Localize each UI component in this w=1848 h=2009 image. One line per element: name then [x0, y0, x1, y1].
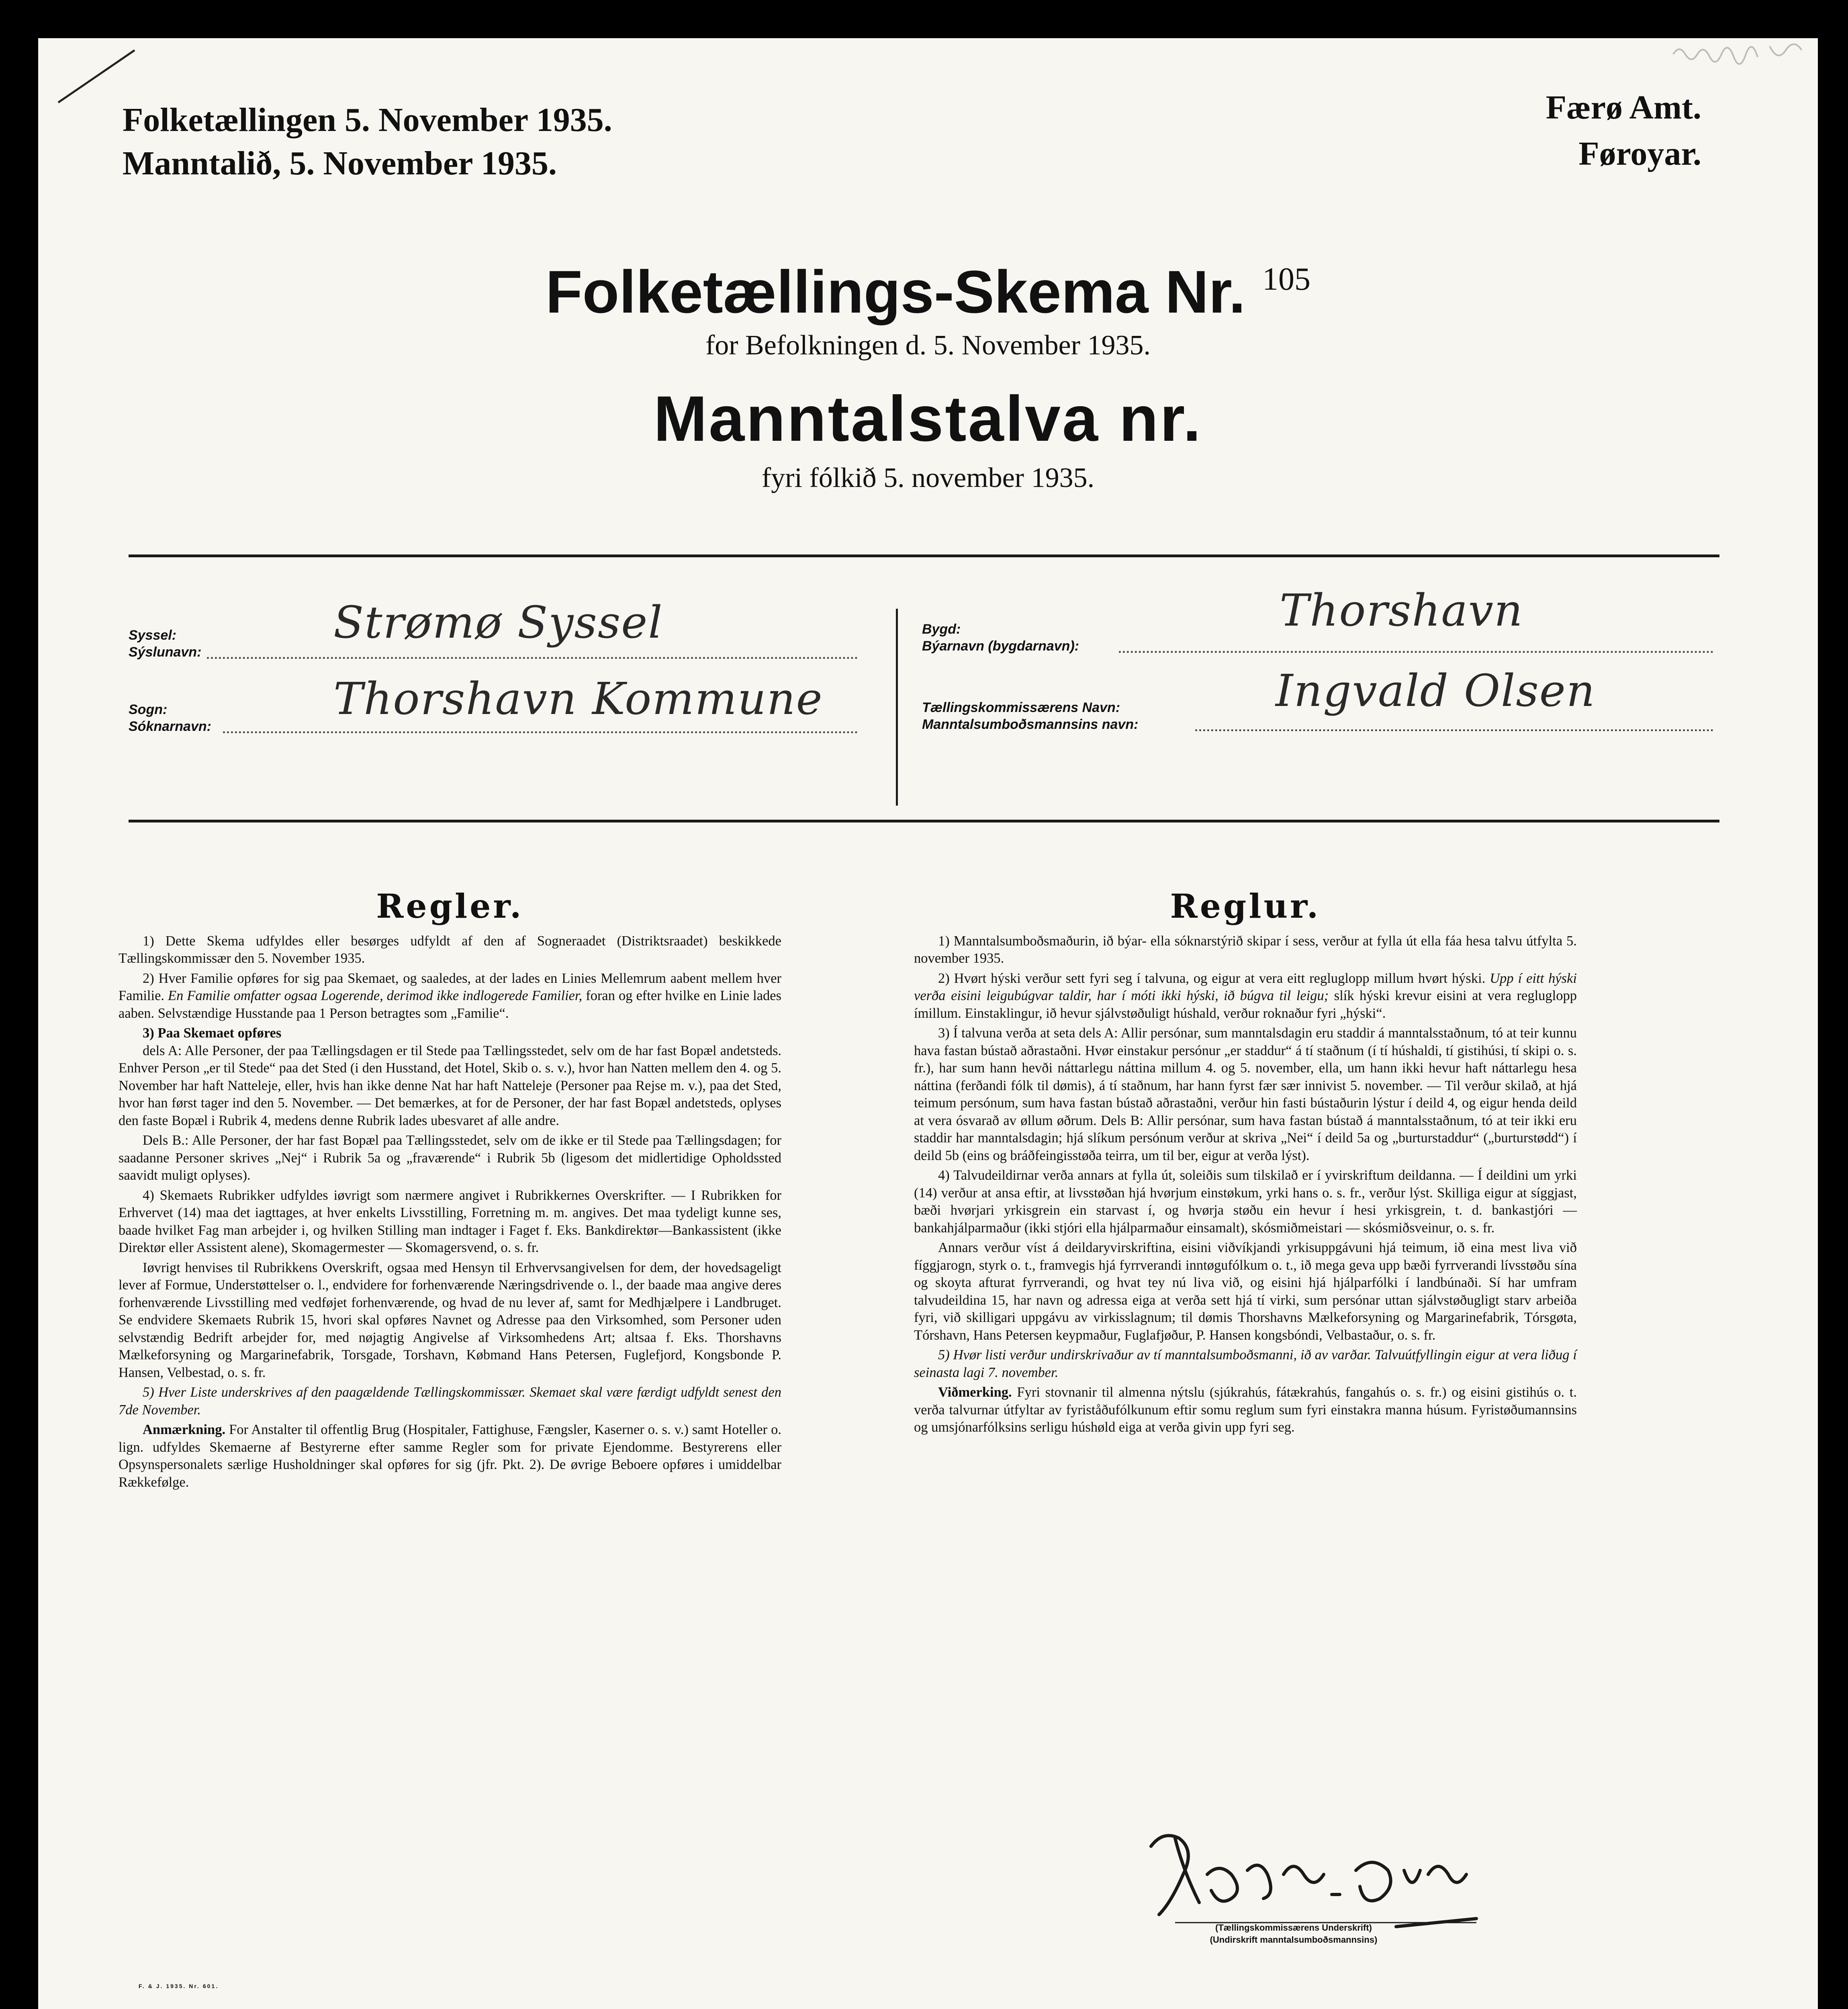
signature-caption-da: (Tællingskommissærens Underskrift)	[1215, 1923, 1372, 1933]
sogn-value: Thorshavn Kommune	[333, 673, 823, 724]
sogn-label: Sogn: Sóknarnavn:	[129, 702, 211, 734]
rules-danish-heading: Regler.	[376, 887, 524, 926]
rule-fo-1: 1) Manntalsumboðsmaðurin, ið býar- ella sóknarstýrið skipar í sess, verður at fylla út ella fáa hesa talvu útfylta 5. november 1935.	[914, 933, 1577, 966]
rule-fo-note: Viðmerking. Fyri stovnanir til almenna nýtslu (sjúkrahús, fátækrahús, fangahús o. s. fr.) og eisini gistihús o. t. verða talvurnar útfyltar av fyriståðufólkunum eftir somu reglum sum fyri einstakra manna húsum. Fyristøðumannsins og umsjónarfólksins serligu húshøld eiga at verða givin upp fyri seg.	[914, 1385, 1577, 1435]
rule-da-2: 2) Hver Familie opføres for sig paa Skemaet, og saaledes, at der lades en Linies Mellemrum aabent mellem hver Familie. En Familie omfatter ogsaa Logerende, derimod ikke indlogerede Familier, foran og efter hvilke en Linie lades aaben. Selvstændige Husstande paa 1 Person betragtes som „Familie“.	[119, 970, 782, 1021]
form-subtitle-da: for Befolkningen d. 5. November 1935.	[705, 330, 1151, 361]
bygd-label: Bygd: Býarnavn (bygdarnavn):	[922, 622, 1079, 654]
rule-bottom	[129, 820, 1719, 822]
census-form-page	[38, 38, 1818, 2009]
form-number: 105	[1262, 262, 1310, 297]
kommissaer-label: Tællingskommissærens Navn: Manntalsumboðsmannsins navn:	[922, 700, 1139, 732]
form-title-text: Folketællings-Skema Nr.	[546, 258, 1246, 325]
faint-pencil-note	[1669, 38, 1802, 74]
form-title-fo: Manntalstalva nr.	[653, 383, 1203, 454]
rule-fo-4b: Annars verður víst á deildaryvirskriftina, eisini viðvíkjandi yrkisuppgávuni hjá teimum, ið eina mest liva við fíggjarogn, styrk o. t., framvegis hjá fyrrverandi inntøgufólkum o. t., ið mega geva upp bæði fyrrverandi lívsstøðu sína og skoyta afturat fyrrverandi, og hvat tey nú liva við, og eisini hjá hjálparfólki í landbúnaði. Sí har umfram talvudeildina 15, har navn og adressa eiga at verða sett hjá tí virki, sum persónar uttan sjálvstøðugligt starv arbeiða fyri, við skilligari uppgávu av virkisslagnum; til dømis Thorshavns Mælkeforsyning og Margarinefabrik, Tórsgøta, Tórshavn, Hans Petersen keypmaður, Fuglafjøður, P. Hansen kongsbóndi, Velbastaður, o. s. fr.	[914, 1240, 1577, 1343]
signature-caption-fo: (Undirskrift manntalsumboðsmannsins)	[1210, 1935, 1378, 1945]
rule-da-4: 4) Skemaets Rubrikker udfyldes iøvrigt som nærmere angivet i Rubrikkernes Overskrifter. — I Rubrikken for Erhvervet (14) maa det iagttages, at hver enkelts Livsstilling, Forretning m. m. angives. Det maa tydeligt kunne ses, baade hvilket Fag man arbejder i, og hvilken Stilling man indtager i Faget f. Eks. Bankdirektør—Bankassistent (ikke Direktør eller Assistent alene), Skomagermester — Skomagersvend, o. s. fr.	[119, 1187, 781, 1255]
rules-faroese-heading: Reglur.	[1170, 887, 1321, 926]
rule-da-1: 1) Dette Skema udfyldes eller besørges udfyldt af den af Sogneraadet (Distriktsraadet) beskikkede Tællingskommissær den 5. November 1935.	[119, 933, 781, 966]
header-amt-fo: Føroyar.	[1578, 135, 1701, 172]
kommissaer-value: Ingvald Olsen	[1276, 665, 1596, 716]
header-title-da: Folketællingen 5. November 1935.	[123, 101, 612, 139]
rule-top	[129, 554, 1719, 557]
header-title-fo: Manntalið, 5. November 1935.	[123, 145, 557, 182]
sogn-dots	[223, 731, 858, 733]
rule-da-3b: Dels B.: Alle Personer, der har fast Bopæl paa Tællingsstedet, selv om de ikke er til Stede paa Tællingsdagen; for saadanne Personer skrives „Nej“ i Rubrik 5a og „fraværende“ i Rubrik 5b (ligesom det midlertidige Opholdssted saavidt muligt oplyses).	[119, 1133, 781, 1183]
header-left	[123, 98, 612, 185]
rule-da-note: Anmærkning. For Anstalter til offentlig Brug (Hospitaler, Fattighuse, Fængsler, Kaserner o. s. v.) samt Hoteller o. lign. udfyldes Skemaerne af Bestyrerne efter samme Regler som for private Ejendomme. Bestyrerens eller Opsynspersonalets særlige Husholdninger skal opføres for sig (jfr. Pkt. 2). De øvrige Beboere opføres i umiddelbar Rækkefølge.	[119, 1422, 782, 1490]
syssel-label: Syssel: Sýslunavn:	[129, 628, 202, 660]
printer-mark: F. & J. 1935. Nr. 601.	[139, 1983, 219, 1989]
header-right	[1546, 84, 1701, 177]
rule-vertical	[896, 609, 898, 806]
syssel-dots	[207, 657, 858, 659]
rule-fo-5: 5) Hvør listi verður undirskrivaður av tí manntalsumboðsmanni, ið av varðar. Talvuútfyllingin eigur at vera liðug í seinasta lagi 7. november.	[914, 1347, 1577, 1380]
rule-da-3a: dels A: Alle Personer, der paa Tællingsdagen er til Stede paa Tællingsstedet, selv om de har fast Bopæl andetsteds. Enhver Person „er til Stede“ paa det Sted (i den Husstand, det Hotel, Skib o. s. v.), hvor han Natten mellem den 4. og 5. November har haft Natteleje, eller, hvis han ikke denne Nat har haft Natteleje (Personer paa Rejse m. v.), paa det Sted, hvor han først tager ind den 5. November. — Det bemærkes, at for de Personer, der har fast Bopæl andetsteds, oplyses den faste Bopæl i Rubrik 4, medens denne Rubrik lades ubesvaret af alle andre.	[119, 1043, 781, 1128]
rule-fo-4: 4) Talvudeildirnar verða annars at fylla út, soleiðis sum tilskilað er í yvirskriftum deildanna. — Í deildini um yrki (14) verður at ansa eftir, at livsstøðan hjá hvørjum einstøkum, yrki hans o. s. fr., verður lýst. Skilliga eigur at síggjast, bæði hvørjari yrkisgrein ein starvast í, og hvørja støðu ein hevur í hesi yrkisgrein, t. d. bankastjóri — bankahjálparmaður (ikki stjóri ella hjálparmaður einsamalt), skósmiðmeistari — skósmiðsveinur, o. s. fr.	[914, 1168, 1577, 1236]
pen-stroke-mark	[54, 46, 147, 106]
rules-faroese	[914, 887, 1577, 1439]
rule-fo-3: 3) Í talvuna verða at seta dels A: Allir persónar, sum manntalsdagin eru staddir á manntalsstaðnum, tó at teir kunnu hava fastan bústað aðrastaðni. Hvør einstakur persónur „er staddur“ á tí staðnum (í tí húshaldi, tí gistihúsi, tí skipi o. s. fr.), har sum hann hevði náttarlegu náttina millum 4. og 5. november, ella, um hann ikki hevur haft náttarlegu hesa náttina (ferðandi fólk til dømis), á tí staðnum, har hann fyrst fær sær innivist 5. november. — Til verður skilað, at hjá teimum persónum, sum hava fastan bústað aðrastaðni, verður hin fasti bústaðurin lýstur í deild 4, og eigur henda deild at vera ósvarað av øllum øðrum. Dels B: Allir persónar, sum hava fastan bústað á manntalsstaðnum, tó at teir ikki eru staddir har manntalsdagin; hjá slíkum persónum verður at skriva „Nei“ í deild 5a og „burturstaddur“ („burturstødd“) í deild 5b (eins og bráðfeingisstøða teirra, um til ber, eigur at verða lýst).	[914, 1025, 1577, 1163]
rule-da-5: 5) Hver Liste underskrives af den paagældende Tællingskommissær. Skemaet skal være færdigt udfyldt senest den 7de November.	[119, 1385, 781, 1418]
rule-da-3-heading: 3) Paa Skemaet opføres	[143, 1025, 282, 1041]
rules-danish	[119, 887, 782, 1493]
bygd-value: Thorshavn	[1280, 585, 1523, 636]
rule-fo-2: 2) Hvørt hýski verður sett fyri seg í talvuna, og eigur at vera eitt regluglopp millum hvørt hýski. Upp í eitt hýski verða eisini leigubúgvar taldir, har í móti ikki hýski, ið búgva til leigu; slík hýski krevur eisini at vera regluglopp ímillum. Einstaklingur, ið hevur sjálvstøðuligt húshald, verður roknaður fyri „hýski“.	[914, 970, 1577, 1021]
syssel-value: Strømø Syssel	[333, 597, 663, 648]
header-amt-da: Færø Amt.	[1545, 89, 1701, 126]
form-subtitle-fo: fyri fólkið 5. november 1935.	[761, 462, 1095, 493]
rule-da-4b: Iøvrigt henvises til Rubrikkens Overskrift, ogsaa med Hensyn til Erhvervsangivelsen for dem, der hovedsageligt lever af Formue, Understøttelser o. l., endvidere for forhenværende Næringsdrivende o. l., der baade maa angive deres forhenværende Livsstilling med vedføjet forhenværende, og hvad de nu lever af, samt for Medhjælpere i Landbruget. Se endvidere Skemaets Rubrik 15, hvori skal opføres Navnet og Adresse paa den Virksomhed, som Personer uden selvstændig Bedrift arbejder for, med nøjagtig Angivelse af Virksomhedens Art; altsaa f. Eks. Thorshavns Mælkeforsyning og Margarinefabrik, Torsgade, Torshavn, Købmand Hans Petersen, Fuglefjord, Kongsbonde P. Hansen, Velbestad, o. s. fr.	[119, 1260, 781, 1380]
bygd-dots	[1119, 651, 1713, 653]
kommissaer-dots	[1195, 729, 1713, 731]
form-title	[38, 257, 1818, 327]
